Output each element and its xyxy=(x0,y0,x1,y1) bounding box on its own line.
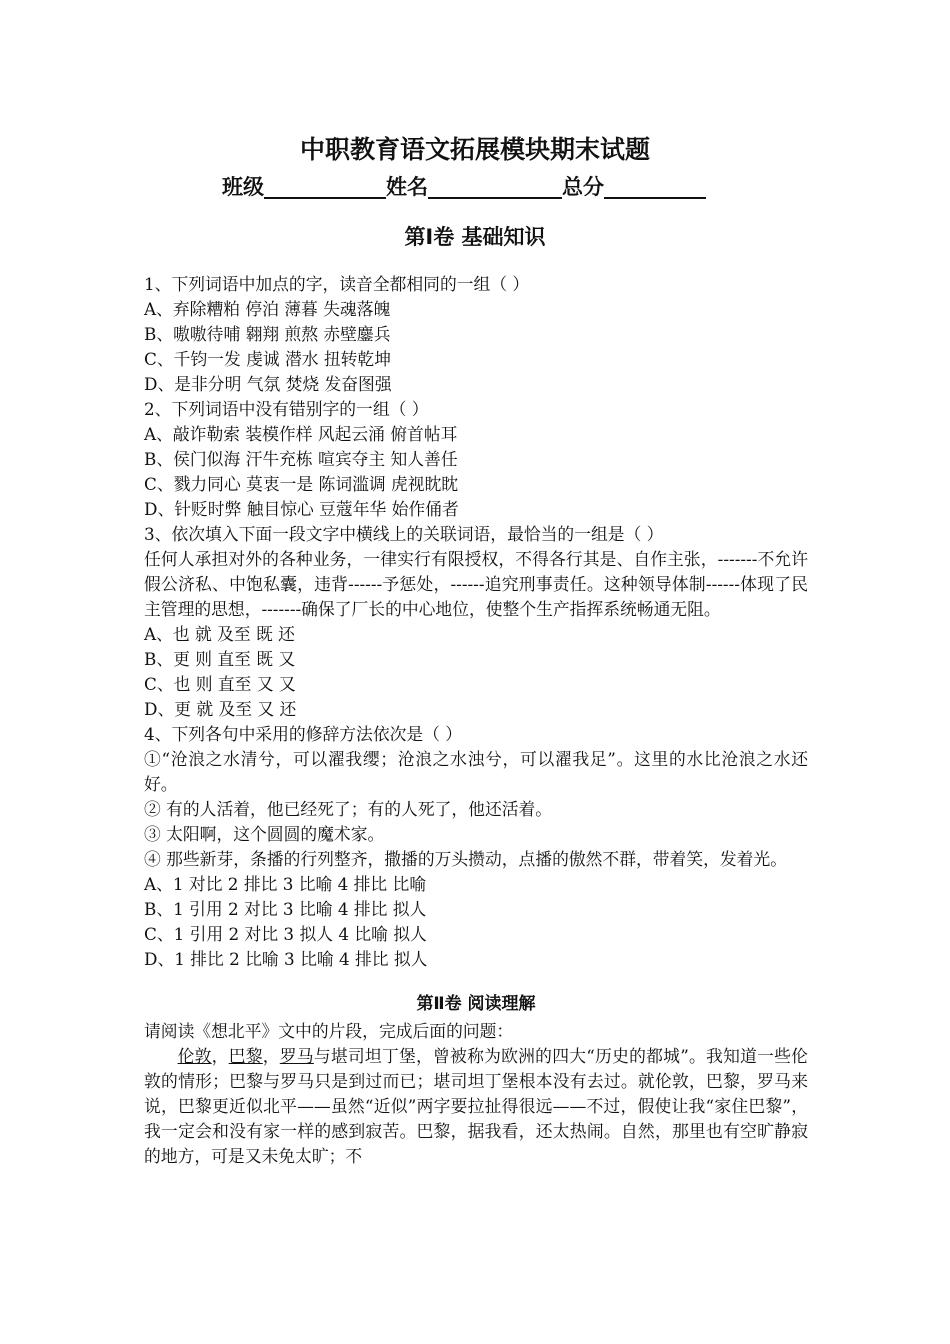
name-label: 姓名 xyxy=(386,175,428,199)
question-4-item-1: ①“沧浪之水清兮，可以濯我缨；沧浪之水浊兮，可以濯我足”。这里的水比沧浪之水还好。 xyxy=(144,749,808,794)
question-4-item-4: ④ 那些新芽，条播的行列整齐，撒播的万头攒动，点播的傲然不群，带着笑，发着光。 xyxy=(144,849,788,869)
question-4-item-2: ② 有的人活着，他已经死了；有的人死了，他还活着。 xyxy=(144,799,553,819)
question-1-option-a: A、弃除糟粕 停泊 薄暮 失魂落魄 xyxy=(144,299,391,319)
city-rome: 罗马 xyxy=(279,1046,314,1066)
question-4-option-a: A、1 对比 2 排比 3 比喻 4 排比 比喻 xyxy=(144,874,427,894)
score-blank[interactable] xyxy=(604,172,706,199)
question-1-option-d: D、是非分明 气氛 焚烧 发奋图强 xyxy=(144,374,392,394)
question-1-option-c: C、千钧一发 虔诚 潜水 扭转乾坤 xyxy=(144,349,392,369)
question-3-stem: 3、依次填入下面一段文字中横线上的关联词语，最恰当的一组是（ ） xyxy=(144,524,664,544)
question-4-item-3: ③ 太阳啊，这个圆圆的魔术家。 xyxy=(144,824,385,844)
question-2-option-d: D、针贬时弊 触目惊心 豆蔻年华 始作俑者 xyxy=(144,499,459,519)
question-1-option-b: B、嗷嗷待哺 翱翔 煎熬 赤壁鏖兵 xyxy=(144,324,391,344)
question-4-option-c: C、1 引用 2 对比 3 拟人 4 比喻 拟人 xyxy=(144,924,427,944)
city-paris: 巴黎 xyxy=(228,1046,263,1066)
question-3-option-a: A、也 就 及至 既 还 xyxy=(144,624,295,644)
question-2-option-a: A、敲诈勒索 装模作样 风起云涌 俯首帖耳 xyxy=(144,424,458,444)
question-2-option-c: C、戮力同心 莫衷一是 陈词滥调 虎视眈眈 xyxy=(144,474,459,494)
part2-heading: 第Ⅱ卷 阅读理解 xyxy=(416,994,536,1014)
question-4-option-d: D、1 排比 2 比喻 3 比喻 4 排比 拟人 xyxy=(144,949,428,969)
exam-body xyxy=(144,272,808,1169)
reading-passage-text: 与堪司坦丁堡，曾被称为欧洲的四大“历史的都城”。我知道一些伦敦的情形；巴黎与罗马只是到过而已；堪司坦丁堡根本没有去过。就伦敦，巴黎，罗马来说，巴黎更近似北平——虽然“近似”两字要拉扯得很远——不过，假使让我“家住巴黎”，我一定会和没有家一样的感到寂苦。巴黎，据我看，还太热闹。自然，那里也有空旷静寂的地方，可是又未免太旷；不 xyxy=(144,1046,808,1166)
question-1-stem: 1、下列词语中加点的字，读音全都相同的一组（ ） xyxy=(144,274,530,294)
separator: ， xyxy=(262,1046,280,1066)
question-2-stem: 2、下列词语中没有错别字的一组（ ） xyxy=(144,399,429,419)
part1-heading: 第Ⅰ卷 基础知识 xyxy=(404,225,546,249)
page-title: 中职教育语文拓展模块期末试题 xyxy=(299,135,650,164)
class-label: 班级 xyxy=(222,175,264,199)
reading-passage xyxy=(144,1044,808,1169)
question-4-option-b: B、1 引用 2 对比 3 比喻 4 排比 拟人 xyxy=(144,899,427,919)
question-4-stem: 4、下列各句中采用的修辞方法依次是（ ） xyxy=(144,724,463,744)
reading-intro: 请阅读《想北平》文中的片段，完成后面的问题： xyxy=(144,1021,514,1041)
question-3-option-b: B、更 则 直至 既 又 xyxy=(144,649,296,669)
separator: ， xyxy=(211,1046,229,1066)
name-blank[interactable] xyxy=(428,172,562,199)
student-info-row xyxy=(222,172,706,204)
question-3-passage: 任何人承担对外的各种业务，一律实行有限授权，不得各行其是、自作主张，-------不允许假公济私、中饱私囊，违背------予惩处，------追究刑事责任。这种领导体制------体现了民主管理的思想，-------确保了厂长的中心地位，使整个生产指挥系统畅通无阻。 xyxy=(144,549,808,619)
question-3-option-d: D、更 就 及至 又 还 xyxy=(144,699,297,719)
question-3-option-c: C、也 则 直至 又 又 xyxy=(144,674,296,694)
score-label: 总分 xyxy=(562,175,604,199)
class-blank[interactable] xyxy=(264,172,386,199)
city-london: 伦敦 xyxy=(177,1046,212,1066)
question-2-option-b: B、侯门似海 汗牛充栋 喧宾夺主 知人善任 xyxy=(144,449,458,469)
